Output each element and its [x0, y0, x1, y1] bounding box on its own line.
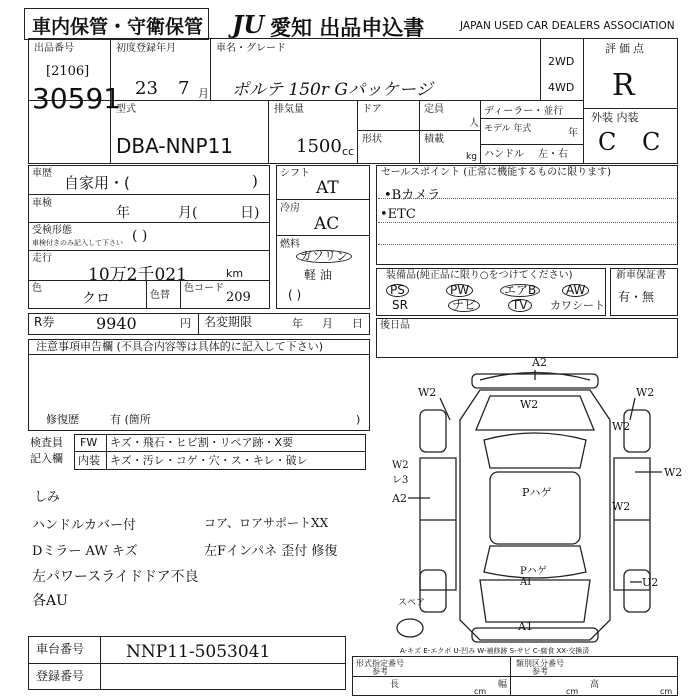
equip-navi: ナビ: [448, 299, 480, 312]
mark-rear-a1: A1: [518, 620, 533, 633]
shape-label: 形状: [362, 134, 382, 145]
mileage-value: 10万2千021: [88, 265, 187, 285]
inspector-int-items: キズ・汚レ・コゲ・穴・ス・キレ・破レ: [110, 454, 308, 467]
recycle-unit: 円: [180, 317, 191, 330]
name-change-month: 月: [322, 317, 333, 330]
registration-year: 23: [135, 78, 158, 99]
shaken-year: 年: [116, 205, 130, 221]
note-instrument-panel: 左Fインパネ 歪付 修復: [204, 544, 338, 559]
sales-item-1: •Bカメラ: [384, 188, 441, 203]
inspector-int: 内装: [78, 454, 100, 467]
category-number-label: 類別区分番号: [516, 659, 564, 668]
equip-airbag: エアB: [500, 284, 540, 297]
drive-4wd: 4WD: [548, 81, 575, 94]
plate-label: 登録番号: [36, 669, 85, 683]
drive-2wd: 2WD: [548, 55, 575, 68]
association-name: JAPAN USED CAR DEALERS ASSOCIATION: [460, 20, 675, 32]
car-body: [460, 390, 610, 640]
equip-ps: PS: [386, 284, 409, 297]
windshield: [484, 433, 586, 468]
registration-month-unit: 月: [198, 87, 209, 100]
repair-value: 有 (箇所: [110, 413, 151, 426]
model-year-label: モデル 年式: [484, 124, 532, 134]
load-label: 積載: [424, 134, 444, 145]
interior-grade: C: [642, 128, 661, 156]
color-code: 209: [226, 290, 251, 305]
mark-front-a2: A2: [532, 356, 547, 369]
note-each-au: 各AU: [32, 593, 68, 609]
fuel-paren: ( ): [288, 288, 302, 302]
dealer-label: ディーラー・並行: [484, 106, 564, 117]
equip-aw: AW: [562, 284, 589, 297]
sales-block: [376, 165, 678, 265]
width-unit: cm: [566, 687, 579, 696]
mark-w2-left-side: W2 レ3: [392, 460, 409, 486]
repair-close: ): [356, 413, 361, 426]
notes-label: 注意事項申告欄 (不具合内容等は具体的に記入して下さい): [36, 340, 324, 353]
handle-label: ハンドル: [484, 149, 524, 160]
color-value: クロ: [82, 291, 110, 307]
mark-w2-left-wheel: W2: [612, 420, 631, 433]
aircon-value: AC: [314, 214, 340, 234]
height-label: 高: [590, 680, 600, 690]
history-close: ): [252, 172, 258, 190]
inspector-fw: FW: [80, 436, 98, 449]
color-code-label: 色コード: [184, 283, 224, 294]
title-left: 車内保管・守衛保管: [32, 16, 204, 38]
note-mirror: Dミラー AW キズ: [32, 544, 138, 559]
name-change-year: 年: [292, 317, 303, 330]
note-stain: しみ: [34, 490, 61, 505]
registration-label: 初度登録年月: [116, 43, 176, 54]
model-name-value: ポルテ 150r Gパッケージ: [232, 80, 433, 100]
fuel-diesel: 軽 油: [304, 268, 332, 282]
mark-a2-left: A2: [392, 492, 407, 505]
inspector-fw-items: キズ・飛石・ヒビ割・リペア跡・X要: [110, 436, 294, 449]
fuel-label: 燃料: [280, 239, 300, 250]
capacity-label: 定員: [424, 104, 444, 115]
form-ref-label: 参考: [372, 667, 388, 676]
recycle-value: 9940: [96, 314, 137, 333]
grade-label: 評価点: [605, 42, 647, 55]
shift-label: シフト: [280, 168, 310, 179]
roof: [490, 472, 580, 544]
lot-number: 30591: [32, 82, 122, 115]
spare-label: スペア: [398, 598, 426, 608]
equipment-label: 装備品(純正品に限り○をつけてください): [386, 270, 573, 281]
width-label: 幅: [498, 680, 508, 690]
chassis-label: 車台番号: [36, 642, 85, 656]
displacement-label: 排気量: [274, 104, 304, 115]
registration-month: 7: [178, 78, 190, 99]
mark-trunk-paint: Pハゲ AI: [520, 566, 547, 588]
inspector-label-2: 記入欄: [30, 452, 63, 465]
recycle-label: R券: [34, 315, 55, 329]
recycle-block: [28, 313, 370, 335]
shaken-day: 日): [240, 205, 260, 221]
length-label: 長: [390, 680, 400, 690]
color-change-label: 色替: [150, 290, 170, 301]
displacement-unit: cc: [342, 145, 355, 158]
category-ref-label: 参考: [532, 667, 548, 676]
mileage-label: 走行: [32, 253, 52, 264]
grade-value: R: [612, 68, 635, 103]
equip-pw: PW: [446, 284, 473, 297]
reception-note: 車検付きのみ記入して下さい: [32, 239, 123, 247]
name-change-day: 日: [352, 317, 363, 330]
shift-value: AT: [316, 178, 339, 198]
inspector-label-1: 検査員: [30, 436, 63, 449]
model-year-unit: 年: [568, 128, 578, 139]
displacement-value: 1500: [296, 136, 342, 157]
reception-label: 受検形態: [32, 225, 72, 236]
sales-label: セールスポイント (正常に機能するものに限ります): [381, 167, 612, 178]
type-label: 型式: [116, 104, 136, 115]
reception-paren: ( ): [132, 228, 148, 244]
type-value: DBA-NNP11: [116, 134, 234, 158]
chassis-value: NNP11-5053041: [126, 642, 271, 662]
handle-options: 左・右: [538, 149, 568, 160]
shaken-month: 月(: [178, 205, 198, 221]
equip-tv: TV: [508, 299, 532, 312]
mark-w2-top-left: W2: [418, 386, 437, 399]
mark-w2-rear-right: W2: [612, 500, 631, 513]
lot-label: 出品番号: [34, 43, 74, 54]
history-value: 自家用・(: [64, 174, 130, 192]
rear-parts-label: 後日品: [380, 320, 410, 331]
equip-sr: SR: [392, 298, 408, 312]
fuel-gasoline: ガソリン: [296, 250, 352, 263]
length-unit: cm: [474, 687, 487, 696]
mark-w2-right-side: W2: [664, 466, 683, 479]
sales-item-2: •ETC: [380, 207, 416, 222]
ju-logo: JU: [232, 10, 265, 39]
model-name-label: 車名・グレード: [216, 43, 286, 54]
lot-corner: [2106]: [46, 64, 90, 79]
mark-w2-hood: W2: [520, 398, 539, 411]
doors-label: ドア: [362, 104, 382, 115]
mark-roof-paint: Pハゲ: [522, 486, 552, 499]
ext-int-label: 外装 内装: [591, 111, 639, 124]
aircon-label: 冷房: [280, 203, 300, 214]
form-number-label: 形式指定番号: [356, 659, 404, 668]
form-title: 愛知 出品申込書: [270, 16, 425, 40]
name-change-label: 名変期限: [204, 315, 253, 329]
note-handle-cover: ハンドルカバー付: [32, 518, 137, 533]
damage-legend: A-キズ E-エクボ U-凹み W-補修跡 S-サビ C-腐食 XX-交換済: [400, 647, 590, 655]
mark-w2-top-right: W2: [636, 386, 655, 399]
color-label: 色: [32, 283, 42, 294]
warranty-options: 有・無: [618, 290, 655, 304]
spare-tire: [397, 619, 423, 637]
mileage-unit: km: [226, 267, 244, 280]
exterior-grade: C: [598, 128, 617, 156]
shaken-label: 車検: [32, 198, 52, 209]
capacity-unit: 人: [469, 118, 479, 129]
warranty-label: 新車保証書: [616, 270, 666, 281]
repair-label: 修復歴: [46, 413, 79, 426]
note-slide-door: 左パワースライドドア不良: [32, 569, 199, 585]
height-unit: cm: [660, 687, 673, 696]
rear-parts-block: [376, 318, 678, 358]
note-core-support: コア、ロアサポートXX: [204, 516, 329, 530]
equip-leather: カワシート: [550, 299, 605, 312]
wheel-front-left: [420, 410, 446, 452]
mark-u2: U2: [642, 576, 659, 589]
load-unit: kg: [466, 152, 477, 162]
history-label: 車歴: [32, 168, 52, 179]
